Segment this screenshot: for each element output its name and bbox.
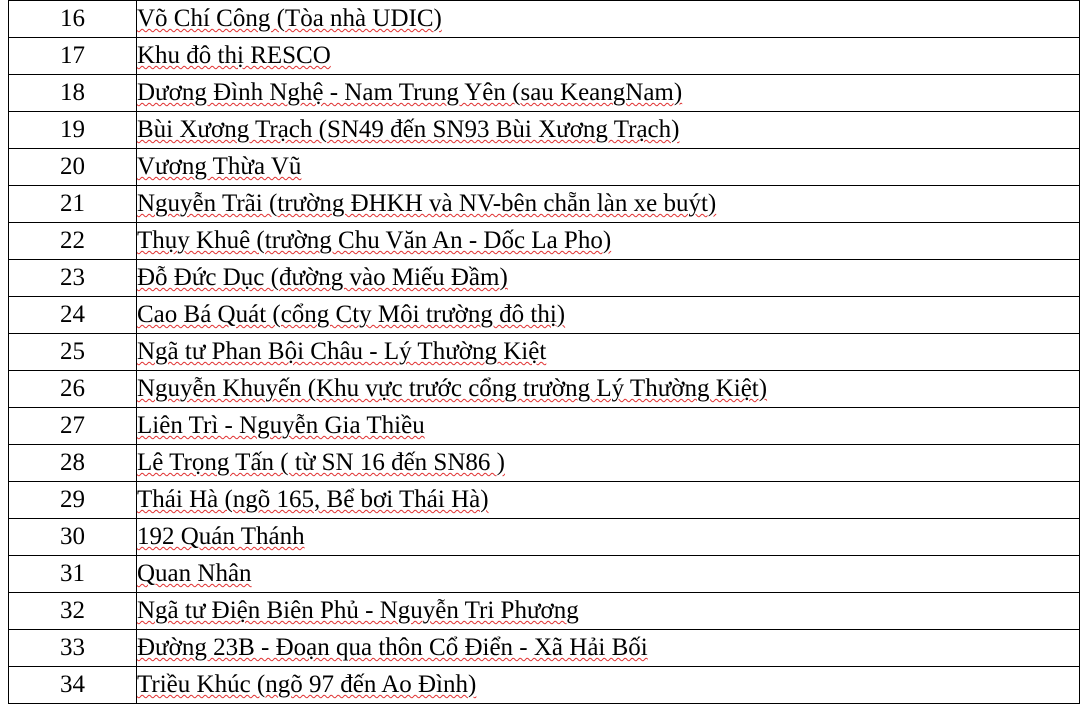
row-location-text: Đỗ Đức Dục (đường vào Miếu Đầm) — [137, 263, 508, 291]
row-location-text: Thái Hà (ngõ 165, Bể bơi Thái Hà) — [137, 485, 489, 513]
table-row — [9, 445, 1080, 482]
row-location-name — [137, 112, 1080, 149]
row-location-name — [137, 38, 1080, 75]
table-body — [9, 1, 1080, 704]
table-row — [9, 667, 1080, 704]
row-location-name — [137, 630, 1080, 667]
table-row — [9, 75, 1080, 112]
row-location-name — [137, 75, 1080, 112]
table-row — [9, 408, 1080, 445]
location-table — [8, 0, 1080, 704]
table-row — [9, 482, 1080, 519]
row-location-text: Lê Trọng Tấn ( từ SN 16 đến SN86 ) — [137, 448, 505, 476]
row-location-name — [137, 260, 1080, 297]
row-location-text: Cao Bá Quát (cổng Cty Môi trường đô thị) — [137, 300, 566, 328]
row-location-name — [137, 445, 1080, 482]
row-location-text: 192 Quán Thánh — [137, 522, 305, 550]
row-location-text: Liên Trì - Nguyễn Gia Thiều — [137, 411, 425, 439]
row-index: 21 — [9, 186, 137, 223]
row-location-text: Võ Chí Công (Tòa nhà UDIC) — [137, 4, 442, 32]
row-location-text: Vương Thừa Vũ — [137, 152, 302, 180]
row-location-name — [137, 667, 1080, 704]
row-location-text: Triều Khúc (ngõ 97 đến Ao Đình) — [137, 670, 477, 698]
row-index: 27 — [9, 408, 137, 445]
row-location-text: Quan Nhân — [137, 559, 252, 587]
row-index: 16 — [9, 1, 137, 38]
row-location-name — [137, 1, 1080, 38]
row-location-name — [137, 223, 1080, 260]
table-row — [9, 593, 1080, 630]
row-index: 17 — [9, 38, 137, 75]
row-index: 31 — [9, 556, 137, 593]
row-location-text: Thụy Khuê (trường Chu Văn An - Dốc La Pho) — [137, 226, 612, 254]
row-location-text: Nguyễn Trãi (trường ĐHKH và NV-bên chẵn làn xe buýt) — [137, 189, 717, 217]
row-index: 20 — [9, 149, 137, 186]
table-row — [9, 519, 1080, 556]
row-index: 34 — [9, 667, 137, 704]
row-location-name — [137, 186, 1080, 223]
table-row — [9, 334, 1080, 371]
row-index: 30 — [9, 519, 137, 556]
row-index: 28 — [9, 445, 137, 482]
row-location-text: Đường 23B - Đoạn qua thôn Cổ Điển - Xã Hải Bối — [137, 633, 648, 661]
row-location-name — [137, 371, 1080, 408]
row-index: 24 — [9, 297, 137, 334]
row-location-text: Ngã tư Điện Biên Phủ - Nguyễn Tri Phương — [137, 596, 579, 624]
table-row — [9, 297, 1080, 334]
row-location-name — [137, 149, 1080, 186]
table-row — [9, 630, 1080, 667]
table-row — [9, 149, 1080, 186]
row-location-text: Ngã tư Phan Bội Châu - Lý Thường Kiệt — [137, 337, 547, 365]
row-location-name — [137, 408, 1080, 445]
row-location-name — [137, 593, 1080, 630]
table-row — [9, 112, 1080, 149]
row-index: 29 — [9, 482, 137, 519]
row-location-name — [137, 519, 1080, 556]
table-row — [9, 186, 1080, 223]
row-index: 26 — [9, 371, 137, 408]
row-index: 23 — [9, 260, 137, 297]
table-row — [9, 260, 1080, 297]
row-location-text: Nguyễn Khuyến (Khu vực trước cổng trường Lý Thường Kiệt) — [137, 374, 768, 402]
table-row — [9, 38, 1080, 75]
row-location-text: Bùi Xương Trạch (SN49 đến SN93 Bùi Xương Trạch) — [137, 115, 680, 143]
row-index: 22 — [9, 223, 137, 260]
row-index: 32 — [9, 593, 137, 630]
row-index: 33 — [9, 630, 137, 667]
row-index: 25 — [9, 334, 137, 371]
row-location-name — [137, 482, 1080, 519]
row-index: 19 — [9, 112, 137, 149]
table-row — [9, 556, 1080, 593]
table-row — [9, 223, 1080, 260]
row-location-name — [137, 297, 1080, 334]
row-location-name — [137, 334, 1080, 371]
row-location-text: Khu đô thị RESCO — [137, 41, 331, 69]
table-row — [9, 371, 1080, 408]
row-location-name — [137, 556, 1080, 593]
row-index: 18 — [9, 75, 137, 112]
row-location-text: Dương Đình Nghệ - Nam Trung Yên (sau KeangNam) — [137, 78, 683, 106]
table-row — [9, 1, 1080, 38]
